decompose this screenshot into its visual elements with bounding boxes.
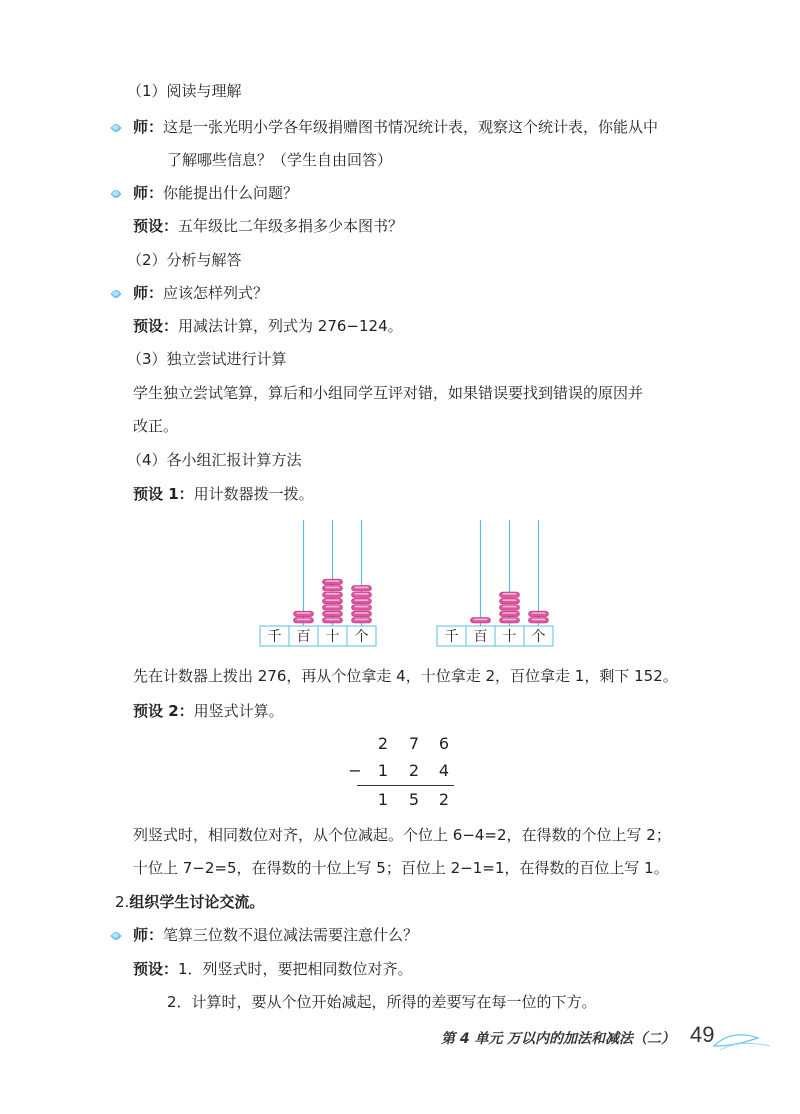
line-text: 用计数器拨一拨。 — [193, 485, 314, 503]
preset-label: 预设： — [133, 317, 179, 335]
abacus-bead — [323, 592, 343, 597]
abacus-bead — [294, 618, 314, 623]
preset-line — [133, 483, 314, 505]
minus-sign: − — [348, 761, 362, 780]
place-value-label: 百 — [473, 629, 488, 645]
teacher-line — [133, 182, 298, 204]
abacus-bead-highlight — [355, 606, 369, 608]
abacus-bead-highlight — [355, 587, 369, 589]
section-title: 组织学生讨论交流。 — [129, 893, 265, 911]
preset-label: 预设： — [133, 217, 179, 235]
abacus-bead — [323, 579, 343, 584]
paragraph-line: 列竖式时，相同数位对齐，从个位减起。个位上 6−4=2，在得数的个位上写 2； — [133, 826, 671, 844]
abacus-bead — [323, 611, 343, 616]
abacus-bead-highlight — [326, 612, 340, 614]
section-number: 2. — [115, 893, 130, 911]
abacus-bead — [529, 611, 549, 616]
abacus-bead-highlight — [355, 599, 369, 601]
teacher-line-continued: 了解哪些信息？（学生自由回答） — [167, 151, 393, 169]
abacus-bead — [323, 618, 343, 623]
abacus-bead-highlight — [355, 593, 369, 595]
sum-line — [357, 785, 454, 786]
bullet-icon — [112, 932, 120, 940]
abacus-bead-highlight — [503, 606, 517, 608]
abacus-bead-highlight — [326, 593, 340, 595]
line-text: 用减法计算，列式为 276−124。 — [178, 317, 403, 335]
abacus-bead-highlight — [297, 619, 311, 621]
abacus-left — [260, 520, 376, 646]
abacus-bead-highlight — [503, 612, 517, 614]
digit: 7 — [408, 734, 420, 753]
preset-label: 预设： — [133, 960, 179, 978]
abacus-bead — [352, 598, 372, 603]
paragraph-line: 十位上 7−2=5，在得数的十位上写 5；百位上 2−1=1，在得数的百位上写 1。 — [133, 859, 669, 877]
abacus-bead-highlight — [503, 619, 517, 621]
preset-line — [133, 215, 403, 237]
paragraph-line: 学生独立尝试笔算，算后和小组同学互评对错，如果错误要找到错误的原因并 — [133, 384, 644, 402]
abacus-bead-highlight — [503, 593, 517, 595]
digit: 6 — [438, 734, 450, 753]
abacus-bead — [352, 605, 372, 610]
preset-label: 预设 2： — [133, 702, 194, 720]
bullet-icon — [112, 124, 120, 132]
line-text: 1．列竖式时，要把相同数位对齐。 — [178, 960, 413, 978]
place-value-label: 千 — [267, 629, 282, 645]
abacus-bead — [352, 618, 372, 623]
digit: 5 — [408, 790, 420, 809]
abacus-bead-highlight — [326, 619, 340, 621]
abacus-bead — [352, 592, 372, 597]
place-value-label: 千 — [444, 629, 459, 645]
digit: 1 — [377, 790, 389, 809]
abacus-bead — [500, 618, 520, 623]
speaker-label: 师： — [133, 184, 164, 202]
line-text: 五年级比二年级多捐多少本图书？ — [178, 217, 404, 235]
digit: 2 — [408, 761, 420, 780]
footer-title: 万以内的加法和减法（二） — [506, 1031, 675, 1047]
abacus-figure — [0, 518, 800, 648]
section-heading-report: （4）各小组汇报计算方法 — [127, 451, 302, 469]
digit: 1 — [377, 761, 389, 780]
teacher-line — [133, 116, 658, 138]
bullet-icon — [112, 290, 120, 298]
paragraph-line: 改正。 — [133, 417, 179, 435]
abacus-bead-highlight — [474, 619, 488, 621]
teacher-line — [133, 924, 418, 946]
digit: 2 — [438, 790, 450, 809]
footer-leaf-icon — [712, 1024, 772, 1054]
abacus-bead-highlight — [326, 587, 340, 589]
paragraph-line: 先在计数器上拨出 276，再从个位拿走 4，十位拿走 2，百位拿走 1，剩下 152。 — [133, 667, 678, 685]
preset-line — [133, 315, 403, 337]
digit: 2 — [377, 734, 389, 753]
abacus-bead — [500, 592, 520, 597]
place-value-label: 十 — [502, 629, 517, 645]
digit: 4 — [438, 761, 450, 780]
abacus-bead-highlight — [326, 606, 340, 608]
section-heading-reading: （1）阅读与理解 — [127, 82, 242, 100]
abacus-bead — [352, 586, 372, 591]
line-text: 用竖式计算。 — [193, 702, 284, 720]
footer-unit: 第 4 单元 — [441, 1031, 503, 1047]
place-value-label: 个 — [354, 629, 369, 645]
abacus-bead-highlight — [355, 619, 369, 621]
abacus-bead — [323, 598, 343, 603]
section-heading-analysis: （2）分析与解答 — [127, 251, 242, 269]
preset-label: 预设 1： — [133, 485, 194, 503]
speaker-label: 师： — [133, 284, 164, 302]
place-value-label: 个 — [531, 629, 546, 645]
line-text: 应该怎样列式？ — [163, 284, 269, 302]
abacus-bead-highlight — [532, 619, 546, 621]
section-heading-discussion — [115, 891, 264, 913]
page-number: 49 — [690, 1022, 715, 1047]
abacus-bead — [471, 618, 491, 623]
abacus-bead — [500, 605, 520, 610]
line-text: 你能提出什么问题？ — [163, 184, 299, 202]
preset-line-continued: 2．计算时，要从个位开始减起，所得的差要写在每一位的下方。 — [167, 993, 597, 1011]
place-value-label: 十 — [325, 629, 340, 645]
abacus-bead-highlight — [355, 612, 369, 614]
preset-line — [133, 700, 284, 722]
abacus-bead-highlight — [297, 612, 311, 614]
section-heading-independent: （3）独立尝试进行计算 — [127, 350, 287, 368]
abacus-bead-highlight — [503, 599, 517, 601]
line-text: 笔算三位数不退位减法需要注意什么？ — [163, 926, 419, 944]
footer-chapter — [441, 1028, 675, 1048]
abacus-bead — [352, 611, 372, 616]
speaker-label: 师： — [133, 926, 164, 944]
bullet-icon — [112, 190, 120, 198]
teacher-line — [133, 282, 268, 304]
abacus-bead — [500, 598, 520, 603]
preset-line — [133, 958, 413, 980]
abacus-bead-highlight — [326, 580, 340, 582]
abacus-right — [437, 520, 553, 646]
abacus-bead — [323, 586, 343, 591]
abacus-bead — [294, 611, 314, 616]
speaker-label: 师： — [133, 118, 164, 136]
abacus-bead — [323, 605, 343, 610]
abacus-bead — [500, 611, 520, 616]
abacus-bead-highlight — [532, 612, 546, 614]
place-value-label: 百 — [296, 629, 311, 645]
line-text: 这是一张光明小学各年级捐赠图书情况统计表，观察这个统计表，你能从中 — [163, 118, 659, 136]
abacus-bead — [529, 618, 549, 623]
abacus-bead-highlight — [326, 599, 340, 601]
